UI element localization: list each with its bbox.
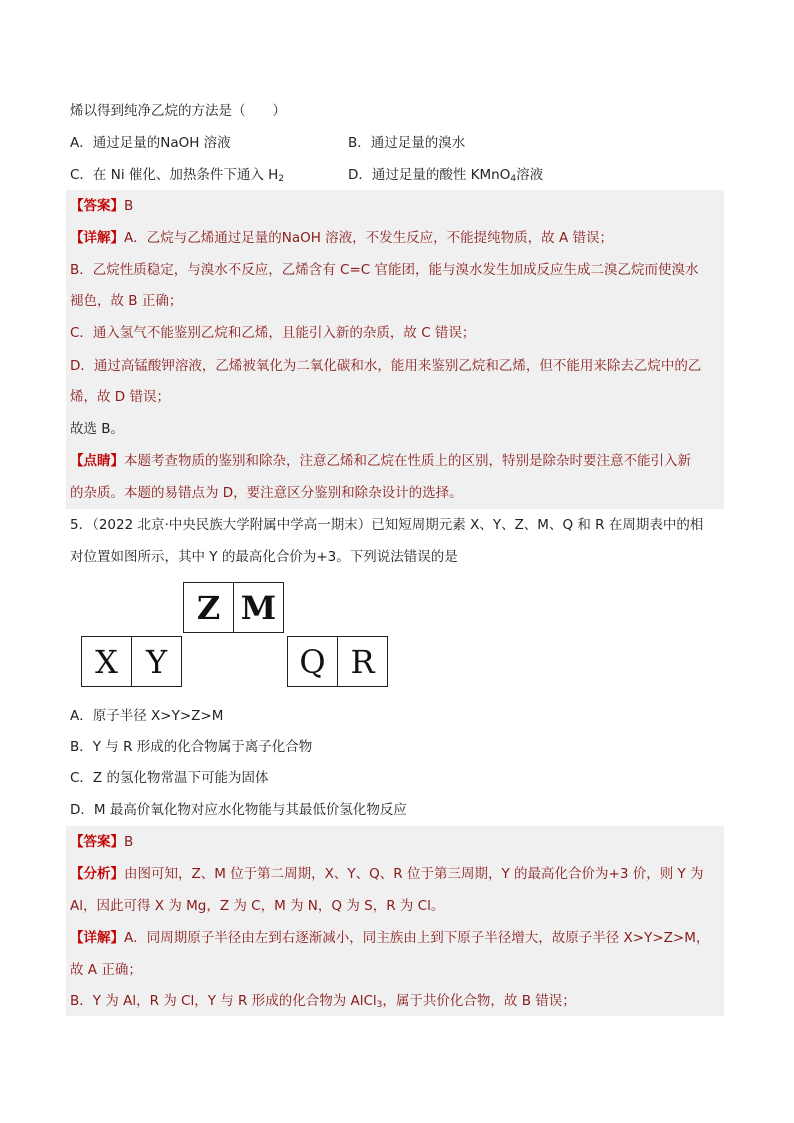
q4-comment-line: 的杂质。本题的易错点为 D，要注意区分鉴别和除杂设计的选择。 — [70, 485, 463, 501]
q5-detail-line: 【详解】A．同周期原子半径由左到右逐渐减小，同主族由上到下原子半径增大，故原子半径 X>Y>Z>M， — [70, 930, 710, 946]
q5-stem-line: 5．（2022 北京·中央民族大学附属中学高一期末）已知短周期元素 X、Y、Z、M、Q 和 R 在周期表中的相 — [70, 517, 704, 533]
element-cell: M — [233, 582, 284, 633]
q5-answer: 【答案】B — [70, 834, 134, 850]
element-cell: Y — [131, 636, 182, 687]
q5-option-c: C．Z 的氢化物常温下可能为固体 — [70, 770, 269, 786]
q5-answer-block — [66, 826, 724, 1016]
q4-detail-line: D．通过高锰酸钾溶液，乙烯被氧化为二氧化碳和水，能用来鉴别乙烷和乙烯，但不能用来除去乙烷中的乙 — [70, 358, 702, 374]
element-cell: Q — [287, 636, 338, 687]
q4-detail-line: 烯，故 D 错误； — [70, 389, 170, 405]
q4-option-d: D．通过足量的酸性 KMnO$_4$溶液 — [348, 167, 544, 184]
q4-stem: 烯以得到纯净乙烷的方法是（ ） — [70, 103, 286, 119]
q5-option-d: D．M 最高价氧化物对应水化物能与其最低价氢化物反应 — [70, 802, 407, 818]
q4-option-b: B．通过足量的溴水 — [348, 135, 466, 151]
element-cell: X — [81, 636, 132, 687]
q5-stem-line: 对位置如图所示，其中 Y 的最高化合价为+3。下列说法错误的是 — [70, 549, 458, 565]
q5-analysis-line: 【分析】由图可知，Z、M 位于第二周期，X、Y、Q、R 位于第三周期，Y 的最高化合价为+3 价，则 Y 为 — [70, 866, 704, 882]
q4-detail-line: 故选 B。 — [70, 421, 125, 437]
q4-answer: 【答案】B — [70, 198, 134, 214]
q5-option-a: A．原子半径 X>Y>Z>M — [70, 708, 224, 724]
q5-option-b: B．Y 与 R 形成的化合物属于离子化合物 — [70, 739, 313, 755]
q4-option-c: C．在 Ni 催化、加热条件下通入 $H_2$ — [70, 167, 285, 184]
q4-detail-line: 褪色，故 B 正确； — [70, 293, 183, 309]
element-cell: R — [337, 636, 388, 687]
q4-detail-line: B．乙烷性质稳定，与溴水不反应，乙烯含有 C=C 官能团，能与溴水发生加成反应生成二溴乙烷而使溴水 — [70, 262, 699, 278]
q5-detail-line: 故 A 正确； — [70, 962, 142, 978]
q4-detail-line: C．通入氢气不能鉴别乙烷和乙烯，且能引入新的杂质，故 C 错误； — [70, 325, 476, 341]
q4-comment-line: 【点睛】本题考查物质的鉴别和除杂，注意乙烯和乙烷在性质上的区别，特别是除杂时要注意不能引入新 — [70, 453, 691, 469]
q5-analysis-line: Al，因此可得 X 为 Mg，Z 为 C，M 为 N，Q 为 S，R 为 Cl。 — [70, 898, 445, 914]
q5-detail-line: B．Y 为 Al，R 为 Cl，Y 与 R 形成的化合物为 AlCl$_3$，属于共价化合物，故 B 错误； — [70, 993, 576, 1010]
q4-detail-line: 【详解】A．乙烷与乙烯通过足量的NaOH 溶液，不发生反应，不能提纯物质，故 A 错误； — [70, 230, 613, 246]
element-cell: Z — [183, 582, 234, 633]
q4-option-a: A．通过足量的NaOH 溶液 — [70, 135, 231, 151]
